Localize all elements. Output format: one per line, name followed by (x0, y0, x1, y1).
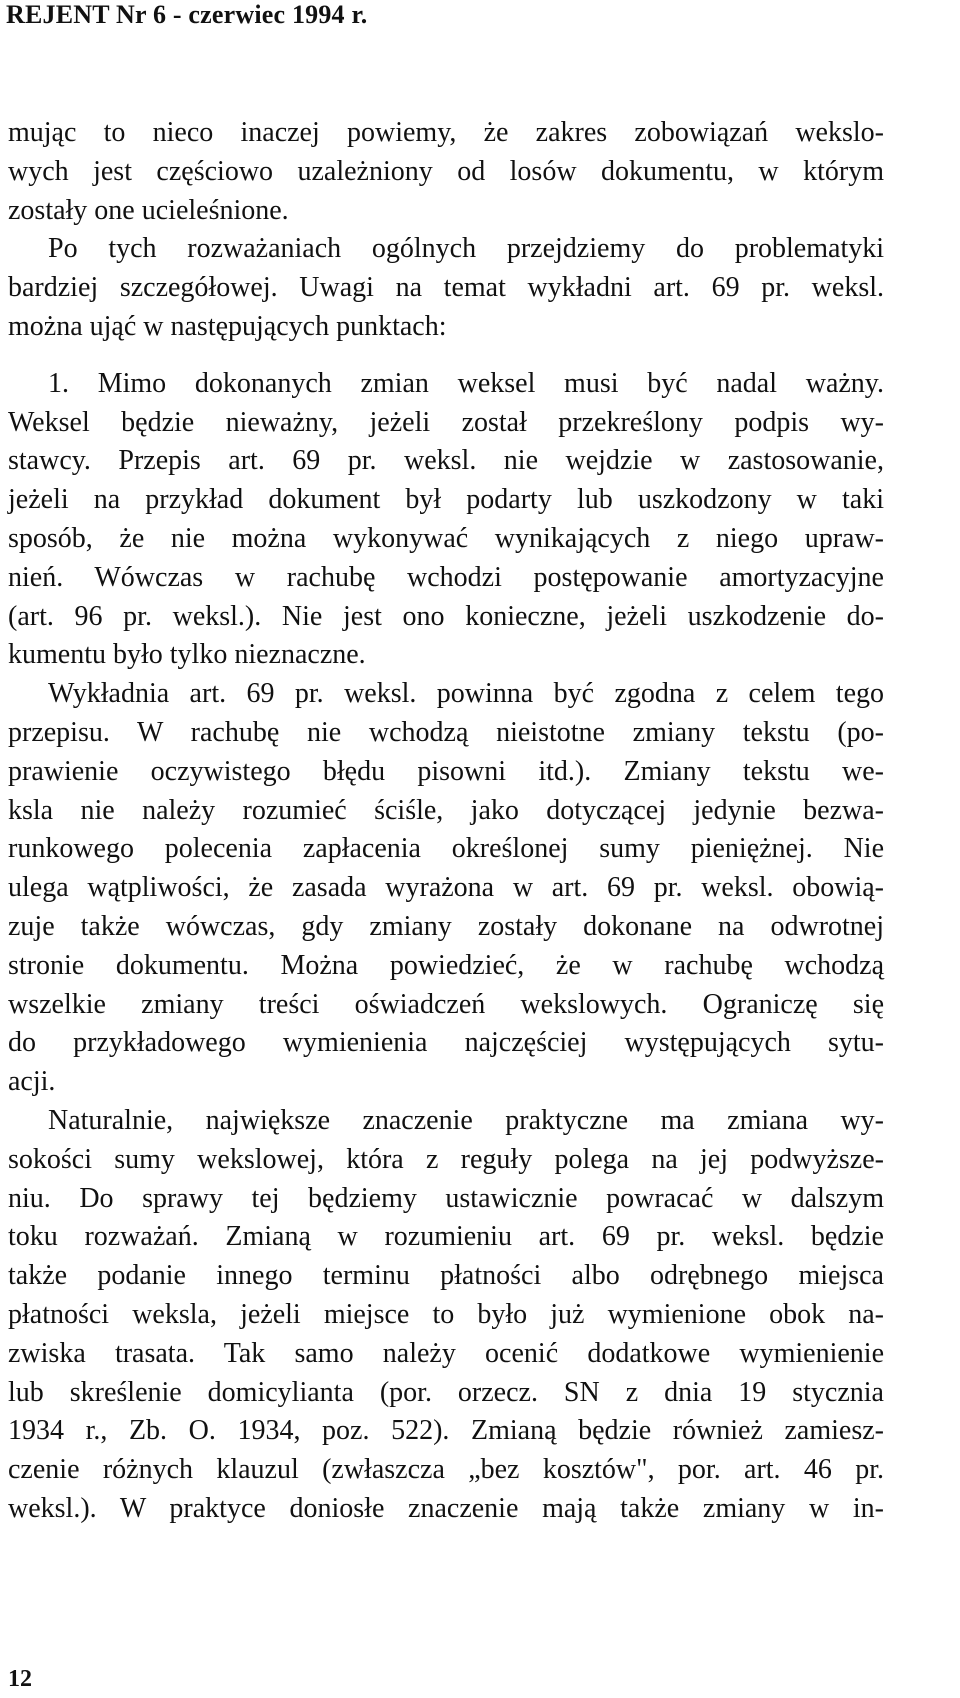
page-number: 12 (8, 1666, 32, 1692)
text-line: lub skreślenie domicylianta (por. orzecz. SN z dnia 19 stycznia (8, 1376, 884, 1408)
text-line: weksl.). W praktyce doniosłe znaczenie mają także zmiany w in- (8, 1492, 884, 1524)
text-line: bardziej szczegółowej. Uwagi na temat wykładni art. 69 pr. weksl. (8, 272, 884, 304)
body-text (8, 114, 884, 1529)
text-line: acji. (8, 1066, 56, 1098)
text-line: do przykładowego wymienienia najczęściej występujących sytu- (8, 1027, 884, 1059)
text-line: wych jest częściowo uzależniony od losów dokumentu, w którym (8, 155, 884, 187)
text-line: runkowego polecenia zapłacenia określonej sumy pieniężnej. Nie (8, 833, 884, 865)
text-line: stawcy. Przepis art. 69 pr. weksl. nie wejdzie w zastosowanie, (8, 445, 884, 477)
text-line: zwiska trasata. Tak samo należy ocenić dodatkowe wymienienie (8, 1337, 884, 1369)
text-line: zuje także wówczas, gdy zmiany zostały dokonane na odwrotnej (8, 910, 884, 942)
paragraph-gap (8, 347, 884, 365)
text-line: sposób, że nie można wykonywać wynikających z niego upraw- (8, 522, 884, 554)
text-line: ksla nie należy rozumieć ściśle, jako dotyczącej jedynie bezwa- (8, 794, 884, 826)
text-line: ulega wątpliwości, że zasada wyrażona w art. 69 pr. weksl. obowią- (8, 872, 884, 904)
text-line: przepisu. W rachubę nie wchodzą nieistotne zmiany tekstu (po- (8, 716, 884, 748)
text-line: (art. 96 pr. weksl.). Nie jest ono konieczne, jeżeli uszkodzenie do- (8, 600, 884, 632)
text-line: niu. Do sprawy tej będziemy ustawicznie powracać w dalszym (8, 1182, 884, 1214)
text-line: prawienie oczywistego błędu pisowni itd.). Zmiany tekstu we- (8, 755, 884, 787)
text-line: nień. Wówczas w rachubę wchodzi postępowanie amortyzacyjne (8, 561, 884, 593)
text-line: czenie różnych klauzul (zwłaszcza „bez kosztów", por. art. 46 pr. (8, 1454, 884, 1486)
text-line: mując to nieco inaczej powiemy, że zakres zobowiązań wekslo- (8, 117, 884, 148)
text-line: wszelkie zmiany treści oświadczeń wekslowych. Ograniczę się (8, 988, 884, 1020)
text-line: toku rozważań. Zmianą w rozumieniu art. 69 pr. weksl. będzie (8, 1221, 884, 1253)
text-line: można ująć w następujących punktach: (8, 310, 447, 342)
text-line: 1934 r., Zb. O. 1934, poz. 522). Zmianą będzie również zamiesz- (8, 1415, 884, 1447)
text-line: także podanie innego terminu płatności albo odrębnego miejsca (8, 1260, 884, 1292)
text-line: stronie dokumentu. Można powiedzieć, że w rachubę wchodzą (8, 949, 884, 981)
running-header: REJENT Nr 6 - czerwiec 1994 r. (6, 0, 368, 29)
text-line: Naturalnie, największe znaczenie praktyczne ma zmiana wy- (48, 1104, 884, 1136)
text-line: jeżeli na przykład dokument był podarty lub uszkodzony w taki (8, 484, 884, 516)
text-line: Po tych rozważaniach ogólnych przejdziemy do problematyki (48, 233, 884, 265)
text-line: płatności weksla, jeżeli miejsce to było już wymienione obok na- (8, 1298, 884, 1330)
text-line: Wykładnia art. 69 pr. weksl. powinna być zgodna z celem tego (48, 678, 884, 710)
text-line: sokości sumy wekslowej, która z reguły polega na jej podwyższe- (8, 1143, 884, 1175)
text-line: kumentu było tylko nieznaczne. (8, 639, 366, 671)
text-line: 1. Mimo dokonanych zmian weksel musi być nadal ważny. (48, 367, 884, 399)
text-line: zostały one ucieleśnione. (8, 194, 289, 226)
text-line: Weksel będzie nieważny, jeżeli został przekreślony podpis wy- (8, 406, 884, 438)
